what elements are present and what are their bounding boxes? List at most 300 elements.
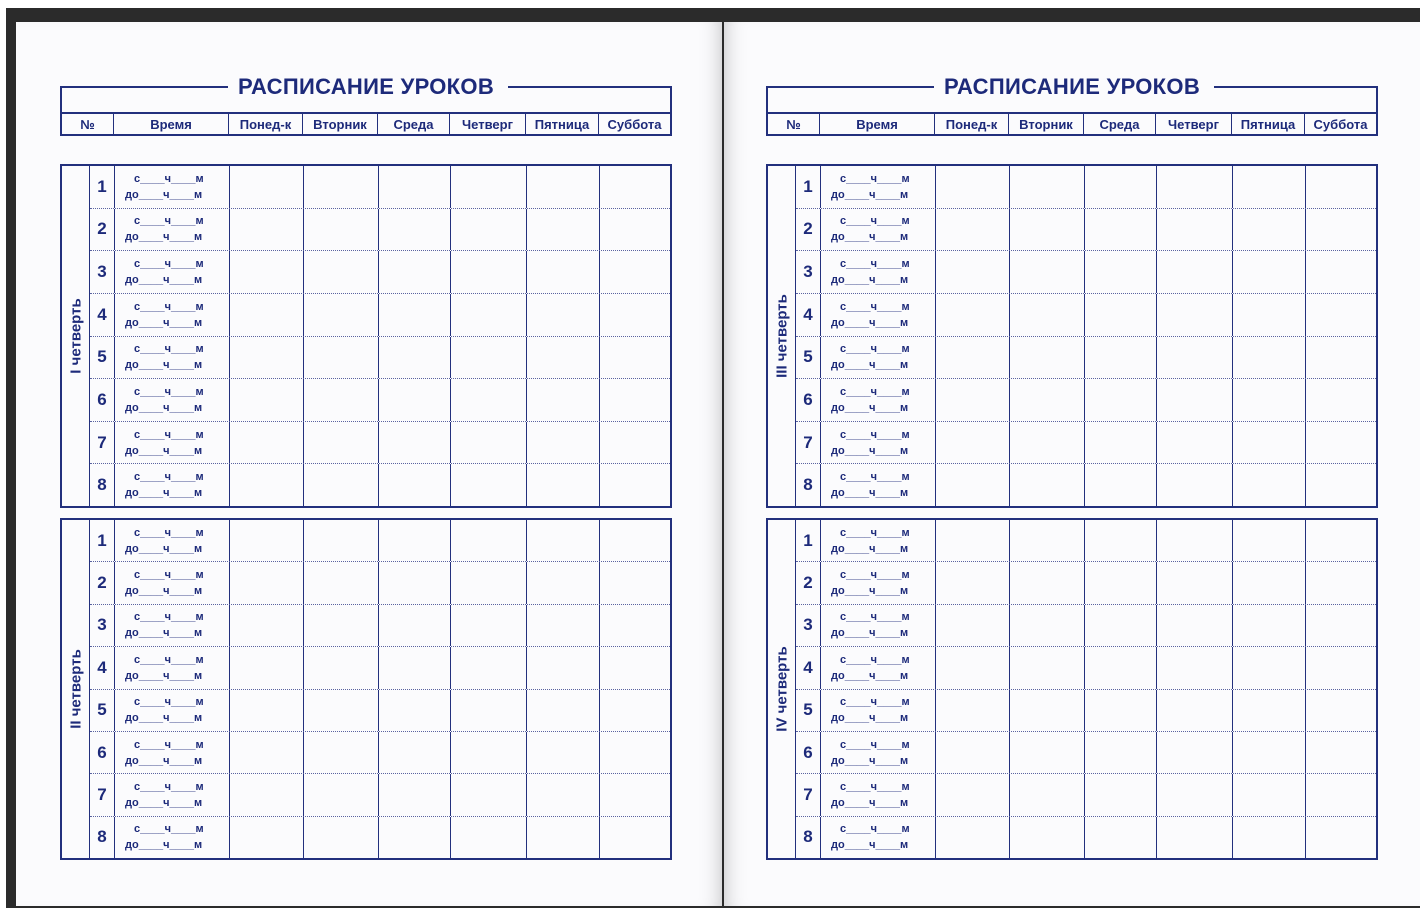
schedule-cell[interactable] — [527, 251, 600, 293]
schedule-cell[interactable] — [379, 562, 451, 603]
lesson-time[interactable] — [821, 464, 936, 506]
schedule-cell[interactable] — [304, 647, 379, 688]
schedule-cell[interactable] — [1157, 690, 1233, 731]
schedule-cell[interactable] — [527, 732, 600, 773]
lesson-number: 7 — [796, 774, 821, 815]
schedule-cell[interactable] — [304, 520, 379, 561]
schedule-cell[interactable] — [1085, 732, 1157, 773]
lesson-number: 6 — [90, 732, 115, 773]
lesson-number: 8 — [796, 817, 821, 858]
schedule-cell[interactable] — [1306, 605, 1376, 646]
lesson-number: 1 — [796, 166, 821, 208]
schedule-cell[interactable] — [1306, 166, 1376, 208]
time-to: до____ч____м — [125, 231, 203, 244]
schedule-cell[interactable] — [230, 294, 304, 336]
schedule-cell[interactable] — [936, 774, 1010, 815]
time-to: до____ч____м — [831, 231, 909, 244]
schedule-cell[interactable] — [1010, 251, 1085, 293]
schedule-cell[interactable] — [1306, 732, 1376, 773]
schedule-cell[interactable] — [527, 464, 600, 506]
schedule-cell[interactable] — [379, 774, 451, 815]
schedule-cell[interactable] — [451, 647, 527, 688]
lesson-time[interactable] — [821, 294, 936, 336]
lesson-rows — [796, 166, 1376, 506]
schedule-cell[interactable] — [936, 562, 1010, 603]
schedule-cell[interactable] — [1306, 817, 1376, 858]
schedule-cell[interactable] — [1157, 464, 1233, 506]
schedule-cell[interactable] — [600, 690, 670, 731]
schedule-cell[interactable] — [1085, 817, 1157, 858]
schedule-cell[interactable] — [1010, 209, 1085, 251]
schedule-cell[interactable] — [1085, 690, 1157, 731]
schedule-cell[interactable] — [451, 605, 527, 646]
header-day: Четверг — [1156, 114, 1232, 136]
schedule-cell[interactable] — [1085, 464, 1157, 506]
schedule-cell[interactable] — [1157, 520, 1233, 561]
lesson-time[interactable] — [115, 464, 230, 506]
time-from: с____ч____м — [840, 385, 910, 398]
schedule-cell[interactable] — [1010, 690, 1085, 731]
schedule-cell[interactable] — [379, 520, 451, 561]
schedule-cell[interactable] — [451, 562, 527, 603]
schedule-cell[interactable] — [230, 817, 304, 858]
lesson-time[interactable] — [821, 422, 936, 464]
schedule-cell[interactable] — [304, 562, 379, 603]
time-from: с____ч____м — [840, 696, 910, 709]
schedule-cell[interactable] — [1085, 209, 1157, 251]
schedule-cell[interactable] — [1157, 294, 1233, 336]
quarter-label-text: II четверть — [67, 649, 84, 729]
schedule-cell[interactable] — [1085, 337, 1157, 379]
header-day: Суббота — [1305, 114, 1378, 136]
schedule-cell[interactable] — [451, 732, 527, 773]
schedule-cell[interactable] — [1157, 379, 1233, 421]
lesson-time[interactable] — [115, 166, 230, 208]
schedule-cell[interactable] — [1233, 166, 1306, 208]
lesson-time[interactable] — [821, 817, 936, 858]
schedule-cell[interactable] — [1233, 605, 1306, 646]
schedule-cell[interactable] — [1306, 774, 1376, 815]
lesson-number: 5 — [796, 337, 821, 379]
lesson-time[interactable] — [821, 251, 936, 293]
schedule-cell[interactable] — [230, 732, 304, 773]
schedule-cell[interactable] — [304, 605, 379, 646]
schedule-cell[interactable] — [1157, 251, 1233, 293]
lesson-row — [90, 166, 670, 209]
schedule-cell[interactable] — [379, 690, 451, 731]
schedule-cell[interactable] — [527, 422, 600, 464]
schedule-cell[interactable] — [527, 166, 600, 208]
header-number: № — [60, 114, 114, 136]
schedule-cell[interactable] — [304, 464, 379, 506]
lesson-time[interactable] — [821, 605, 936, 646]
time-to: до____ч____м — [831, 542, 909, 555]
lesson-row — [90, 647, 670, 689]
schedule-cell[interactable] — [1085, 294, 1157, 336]
schedule-cell[interactable] — [600, 251, 670, 293]
schedule-cell[interactable] — [451, 690, 527, 731]
schedule-cell[interactable] — [1085, 422, 1157, 464]
schedule-cell[interactable] — [1233, 732, 1306, 773]
schedule-cell[interactable] — [230, 209, 304, 251]
schedule-cell[interactable] — [1306, 464, 1376, 506]
schedule-cell[interactable] — [1157, 337, 1233, 379]
schedule-cell[interactable] — [1085, 251, 1157, 293]
header-time: Время — [820, 114, 935, 136]
schedule-cell[interactable] — [600, 562, 670, 603]
schedule-cell[interactable] — [1010, 337, 1085, 379]
lesson-row — [796, 166, 1376, 209]
schedule-cell[interactable] — [936, 817, 1010, 858]
header-number: № — [766, 114, 820, 136]
schedule-cell[interactable] — [1233, 562, 1306, 603]
schedule-cell[interactable] — [1306, 562, 1376, 603]
schedule-cell[interactable] — [1233, 647, 1306, 688]
schedule-cell[interactable] — [1010, 422, 1085, 464]
schedule-cell[interactable] — [1157, 605, 1233, 646]
schedule-cell[interactable] — [1157, 817, 1233, 858]
time-to: до____ч____м — [831, 487, 909, 500]
time-to: до____ч____м — [125, 796, 203, 809]
time-to: до____ч____м — [831, 188, 909, 201]
schedule-cell[interactable] — [379, 209, 451, 251]
lesson-row — [90, 605, 670, 647]
schedule-cell[interactable] — [527, 209, 600, 251]
lesson-rows — [796, 520, 1376, 858]
schedule-cell[interactable] — [451, 817, 527, 858]
schedule-cell[interactable] — [451, 294, 527, 336]
time-to: до____ч____м — [125, 188, 203, 201]
lesson-row — [90, 464, 670, 506]
schedule-cell[interactable] — [936, 647, 1010, 688]
schedule-cell[interactable] — [1233, 337, 1306, 379]
schedule-cell[interactable] — [304, 774, 379, 815]
schedule-cell[interactable] — [1157, 209, 1233, 251]
schedule-cell[interactable] — [1306, 337, 1376, 379]
schedule-cell[interactable] — [304, 294, 379, 336]
schedule-cell[interactable] — [1010, 379, 1085, 421]
schedule-cell[interactable] — [304, 337, 379, 379]
schedule-cell[interactable] — [1010, 294, 1085, 336]
schedule-cell[interactable] — [230, 562, 304, 603]
schedule-cell[interactable] — [451, 422, 527, 464]
schedule-cell[interactable] — [600, 166, 670, 208]
schedule-cell[interactable] — [230, 774, 304, 815]
schedule-cell[interactable] — [600, 520, 670, 561]
schedule-cell[interactable] — [379, 166, 451, 208]
schedule-cell[interactable] — [936, 379, 1010, 421]
time-from: с____ч____м — [134, 300, 204, 313]
lesson-time[interactable] — [115, 294, 230, 336]
left-page — [16, 22, 722, 906]
header-day: Четверг — [450, 114, 526, 136]
schedule-cell[interactable] — [527, 817, 600, 858]
schedule-cell[interactable] — [304, 732, 379, 773]
lesson-number: 3 — [90, 251, 115, 293]
schedule-cell[interactable] — [1085, 647, 1157, 688]
schedule-cell[interactable] — [230, 422, 304, 464]
schedule-cell[interactable] — [527, 520, 600, 561]
schedule-cell[interactable] — [936, 294, 1010, 336]
time-to: до____ч____м — [831, 359, 909, 372]
lesson-time[interactable] — [115, 774, 230, 815]
lesson-time[interactable] — [115, 379, 230, 421]
schedule-cell[interactable] — [230, 520, 304, 561]
time-from: с____ч____м — [840, 653, 910, 666]
schedule-cell[interactable] — [936, 520, 1010, 561]
schedule-cell[interactable] — [1306, 422, 1376, 464]
schedule-cell[interactable] — [527, 337, 600, 379]
lesson-time[interactable] — [821, 520, 936, 561]
schedule-cell[interactable] — [451, 464, 527, 506]
schedule-cell[interactable] — [527, 647, 600, 688]
schedule-cell[interactable] — [1233, 774, 1306, 815]
schedule-cell[interactable] — [230, 337, 304, 379]
schedule-cell[interactable] — [1085, 379, 1157, 421]
lesson-time[interactable] — [821, 337, 936, 379]
lesson-row — [796, 774, 1376, 816]
schedule-cell[interactable] — [1306, 647, 1376, 688]
schedule-cell[interactable] — [936, 166, 1010, 208]
schedule-cell[interactable] — [379, 422, 451, 464]
time-from: с____ч____м — [840, 258, 910, 271]
schedule-cell[interactable] — [1306, 379, 1376, 421]
schedule-cell[interactable] — [1233, 251, 1306, 293]
schedule-cell[interactable] — [451, 209, 527, 251]
schedule-cell[interactable] — [1306, 294, 1376, 336]
header-day: Понед-к — [229, 114, 303, 136]
schedule-cell[interactable] — [600, 732, 670, 773]
schedule-cell[interactable] — [936, 251, 1010, 293]
schedule-cell[interactable] — [379, 647, 451, 688]
schedule-cell[interactable] — [1233, 690, 1306, 731]
schedule-cell[interactable] — [1306, 251, 1376, 293]
lesson-row — [90, 251, 670, 294]
schedule-cell[interactable] — [379, 817, 451, 858]
lesson-number: 2 — [90, 209, 115, 251]
lesson-number: 1 — [90, 520, 115, 561]
schedule-cell[interactable] — [304, 209, 379, 251]
schedule-cell[interactable] — [600, 294, 670, 336]
time-from: с____ч____м — [134, 611, 204, 624]
schedule-cell[interactable] — [1306, 209, 1376, 251]
schedule-cell[interactable] — [451, 166, 527, 208]
schedule-cell[interactable] — [1157, 774, 1233, 815]
schedule-cell[interactable] — [1233, 209, 1306, 251]
lesson-time[interactable] — [821, 209, 936, 251]
schedule-cell[interactable] — [1010, 605, 1085, 646]
time-to: до____ч____м — [831, 712, 909, 725]
lesson-time[interactable] — [821, 774, 936, 815]
schedule-cell[interactable] — [379, 251, 451, 293]
schedule-cell[interactable] — [451, 379, 527, 421]
schedule-cell[interactable] — [1233, 520, 1306, 561]
schedule-cell[interactable] — [600, 647, 670, 688]
lesson-row — [90, 520, 670, 562]
schedule-cell[interactable] — [1085, 774, 1157, 815]
schedule-cell[interactable] — [1157, 562, 1233, 603]
schedule-cell[interactable] — [1085, 520, 1157, 561]
lesson-time[interactable] — [115, 562, 230, 603]
time-from: с____ч____м — [840, 471, 910, 484]
schedule-cell[interactable] — [1010, 732, 1085, 773]
schedule-cell[interactable] — [379, 732, 451, 773]
schedule-cell[interactable] — [451, 520, 527, 561]
time-from: с____ч____м — [840, 428, 910, 441]
lesson-number: 2 — [90, 562, 115, 603]
lesson-time[interactable] — [115, 647, 230, 688]
time-from: с____ч____м — [134, 471, 204, 484]
lesson-row — [796, 520, 1376, 562]
schedule-cell[interactable] — [230, 647, 304, 688]
time-from: с____ч____м — [134, 258, 204, 271]
time-to: до____ч____м — [125, 712, 203, 725]
schedule-cell[interactable] — [230, 251, 304, 293]
schedule-cell[interactable] — [230, 379, 304, 421]
schedule-cell[interactable] — [600, 464, 670, 506]
schedule-cell[interactable] — [527, 562, 600, 603]
schedule-cell[interactable] — [230, 464, 304, 506]
schedule-cell[interactable] — [600, 774, 670, 815]
schedule-cell[interactable] — [230, 605, 304, 646]
schedule-cell[interactable] — [1010, 647, 1085, 688]
schedule-cell[interactable] — [230, 690, 304, 731]
time-from: с____ч____м — [134, 696, 204, 709]
schedule-cell[interactable] — [527, 774, 600, 815]
schedule-cell[interactable] — [304, 817, 379, 858]
schedule-cell[interactable] — [1233, 294, 1306, 336]
lesson-time[interactable] — [115, 337, 230, 379]
lesson-row — [90, 817, 670, 858]
lesson-time[interactable] — [115, 209, 230, 251]
lesson-time[interactable] — [821, 166, 936, 208]
schedule-cell[interactable] — [527, 379, 600, 421]
header-day: Вторник — [303, 114, 378, 136]
schedule-cell[interactable] — [527, 294, 600, 336]
schedule-cell[interactable] — [1010, 166, 1085, 208]
schedule-cell[interactable] — [1010, 774, 1085, 815]
time-from: с____ч____м — [134, 653, 204, 666]
schedule-cell[interactable] — [304, 166, 379, 208]
lesson-time[interactable] — [115, 422, 230, 464]
schedule-cell[interactable] — [936, 464, 1010, 506]
lesson-row — [796, 251, 1376, 294]
time-to: до____ч____м — [831, 754, 909, 767]
time-from: с____ч____м — [134, 526, 204, 539]
schedule-cell[interactable] — [1085, 562, 1157, 603]
schedule-cell[interactable] — [527, 605, 600, 646]
schedule-cell[interactable] — [304, 379, 379, 421]
schedule-cell[interactable] — [1157, 732, 1233, 773]
lesson-time[interactable] — [821, 690, 936, 731]
lesson-number: 6 — [90, 379, 115, 421]
time-to: до____ч____м — [831, 316, 909, 329]
schedule-cell[interactable] — [600, 209, 670, 251]
lesson-number: 6 — [796, 732, 821, 773]
schedule-cell[interactable] — [600, 422, 670, 464]
schedule-cell[interactable] — [1233, 817, 1306, 858]
lesson-number: 3 — [796, 605, 821, 646]
schedule-cell[interactable] — [230, 166, 304, 208]
lesson-row — [796, 732, 1376, 774]
schedule-cell[interactable] — [451, 774, 527, 815]
header-day: Понед-к — [935, 114, 1009, 136]
time-to: до____ч____м — [831, 444, 909, 457]
time-from: с____ч____м — [840, 343, 910, 356]
header-day: Вторник — [1009, 114, 1084, 136]
lesson-time[interactable] — [115, 690, 230, 731]
schedule-cell[interactable] — [936, 605, 1010, 646]
lesson-time[interactable] — [115, 520, 230, 561]
schedule-cell[interactable] — [1085, 605, 1157, 646]
time-to: до____ч____м — [125, 487, 203, 500]
schedule-cell[interactable] — [600, 817, 670, 858]
lesson-time[interactable] — [115, 817, 230, 858]
schedule-cell[interactable] — [936, 209, 1010, 251]
lesson-time[interactable] — [821, 379, 936, 421]
lesson-time[interactable] — [115, 605, 230, 646]
schedule-cell[interactable] — [451, 337, 527, 379]
time-from: с____ч____м — [840, 172, 910, 185]
schedule-cell[interactable] — [1233, 422, 1306, 464]
schedule-cell[interactable] — [1157, 166, 1233, 208]
schedule-cell[interactable] — [304, 422, 379, 464]
schedule-cell[interactable] — [527, 690, 600, 731]
schedule-cell[interactable] — [1233, 464, 1306, 506]
schedule-cell[interactable] — [936, 422, 1010, 464]
schedule-cell[interactable] — [600, 337, 670, 379]
lesson-time[interactable] — [821, 562, 936, 603]
column-header-row — [766, 112, 1378, 136]
lesson-time[interactable] — [115, 732, 230, 773]
schedule-cell[interactable] — [1157, 422, 1233, 464]
schedule-cell[interactable] — [1010, 520, 1085, 561]
schedule-cell[interactable] — [600, 379, 670, 421]
quarter-block — [60, 164, 672, 508]
schedule-cell[interactable] — [304, 251, 379, 293]
schedule-cell[interactable] — [1085, 166, 1157, 208]
schedule-cell[interactable] — [379, 464, 451, 506]
schedule-cell[interactable] — [936, 732, 1010, 773]
schedule-cell[interactable] — [379, 605, 451, 646]
lesson-number: 4 — [796, 647, 821, 688]
schedule-cell[interactable] — [936, 690, 1010, 731]
schedule-cell[interactable] — [379, 337, 451, 379]
schedule-cell[interactable] — [1157, 647, 1233, 688]
schedule-cell[interactable] — [1010, 817, 1085, 858]
schedule-cell[interactable] — [600, 605, 670, 646]
time-from: с____ч____м — [134, 428, 204, 441]
lesson-number: 2 — [796, 209, 821, 251]
schedule-cell[interactable] — [451, 251, 527, 293]
lesson-time[interactable] — [821, 647, 936, 688]
schedule-cell[interactable] — [1233, 379, 1306, 421]
lesson-time[interactable] — [821, 732, 936, 773]
schedule-cell[interactable] — [304, 690, 379, 731]
schedule-cell[interactable] — [1010, 562, 1085, 603]
lesson-row — [90, 209, 670, 252]
schedule-cell[interactable] — [379, 379, 451, 421]
lesson-rows — [90, 166, 670, 506]
quarter-label — [62, 166, 90, 506]
schedule-cell[interactable] — [1010, 464, 1085, 506]
schedule-cell[interactable] — [1306, 520, 1376, 561]
schedule-cell[interactable] — [1306, 690, 1376, 731]
time-to: до____ч____м — [125, 316, 203, 329]
schedule-cell[interactable] — [936, 337, 1010, 379]
lesson-time[interactable] — [115, 251, 230, 293]
schedule-cell[interactable] — [379, 294, 451, 336]
